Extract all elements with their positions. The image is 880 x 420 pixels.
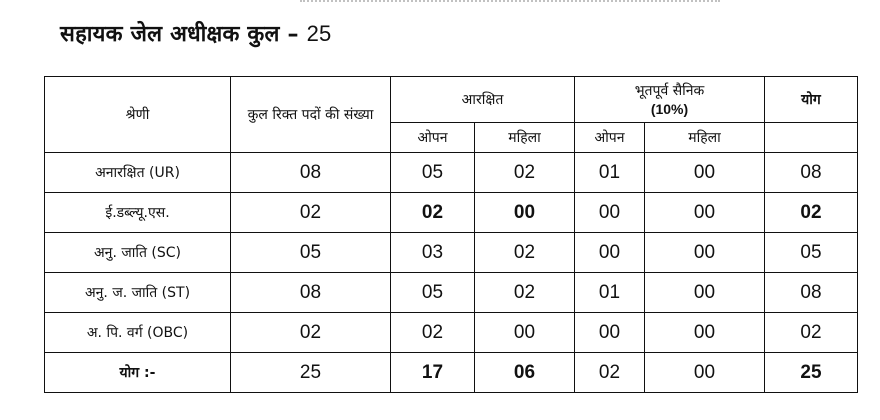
total-ex-open: 02 (575, 353, 645, 393)
table-row (45, 233, 858, 273)
row-ex-female: 00 (645, 193, 765, 233)
header-ex-open: ओपन (575, 123, 645, 153)
cropped-top-line (300, 0, 720, 5)
row-ex-female: 00 (645, 153, 765, 193)
title-total: 25 (306, 21, 332, 46)
row-ex-open: 00 (575, 313, 645, 353)
total-label: योग :- (45, 353, 231, 393)
row-reserved-female: 02 (475, 153, 575, 193)
title-text: सहायक जेल अधीक्षक कुल (60, 22, 280, 47)
row-reserved-female: 00 (475, 193, 575, 233)
row-ex-open: 01 (575, 153, 645, 193)
row-total: 02 (231, 193, 391, 233)
header-ex-female: महिला (645, 123, 765, 153)
row-ex-open: 01 (575, 273, 645, 313)
header-sum-blank (765, 123, 858, 153)
total-reserved-female: 06 (475, 353, 575, 393)
header-ex-servicemen-label: भूतपूर्व सैनिक (634, 82, 705, 99)
title-dash: – (287, 22, 299, 47)
total-reserved-open: 17 (391, 353, 475, 393)
row-ex-female: 00 (645, 313, 765, 353)
row-sum: 08 (765, 273, 858, 313)
row-reserved-female: 00 (475, 313, 575, 353)
header-sum: योग (765, 77, 858, 123)
total-row (45, 353, 858, 393)
row-reserved-open: 05 (391, 153, 475, 193)
row-ex-open: 00 (575, 193, 645, 233)
header-reserved: आरक्षित (391, 77, 575, 123)
total-total: 25 (231, 353, 391, 393)
header-ex-servicemen-pct: (10%) (650, 100, 689, 117)
total-sum: 25 (765, 353, 858, 393)
row-category: ई.डब्ल्यू.एस. (45, 193, 231, 233)
row-total: 05 (231, 233, 391, 273)
vacancy-table (44, 76, 858, 393)
page-title (60, 18, 331, 48)
row-ex-female: 00 (645, 233, 765, 273)
table-row (45, 193, 858, 233)
row-reserved-open: 03 (391, 233, 475, 273)
row-sum: 02 (765, 193, 858, 233)
table-row (45, 153, 858, 193)
row-sum: 02 (765, 313, 858, 353)
row-sum: 05 (765, 233, 858, 273)
table-row (45, 313, 858, 353)
table-row (45, 273, 858, 313)
header-reserved-open: ओपन (391, 123, 475, 153)
row-reserved-open: 02 (391, 193, 475, 233)
row-reserved-open: 02 (391, 313, 475, 353)
row-category: अनु. ज. जाति (ST) (45, 273, 231, 313)
row-reserved-female: 02 (475, 233, 575, 273)
row-category: अ. पि. वर्ग (OBC) (45, 313, 231, 353)
header-category: श्रेणी (45, 77, 231, 153)
header-reserved-female: महिला (475, 123, 575, 153)
header-ex-servicemen (575, 77, 765, 123)
total-ex-female: 00 (645, 353, 765, 393)
row-total: 02 (231, 313, 391, 353)
row-category: अनु. जाति (SC) (45, 233, 231, 273)
row-ex-female: 00 (645, 273, 765, 313)
header-total-vacancies: कुल रिक्त पदों की संख्या (231, 77, 391, 153)
row-reserved-open: 05 (391, 273, 475, 313)
row-ex-open: 00 (575, 233, 645, 273)
row-total: 08 (231, 153, 391, 193)
row-total: 08 (231, 273, 391, 313)
row-category: अनारक्षित (UR) (45, 153, 231, 193)
row-sum: 08 (765, 153, 858, 193)
row-reserved-female: 02 (475, 273, 575, 313)
